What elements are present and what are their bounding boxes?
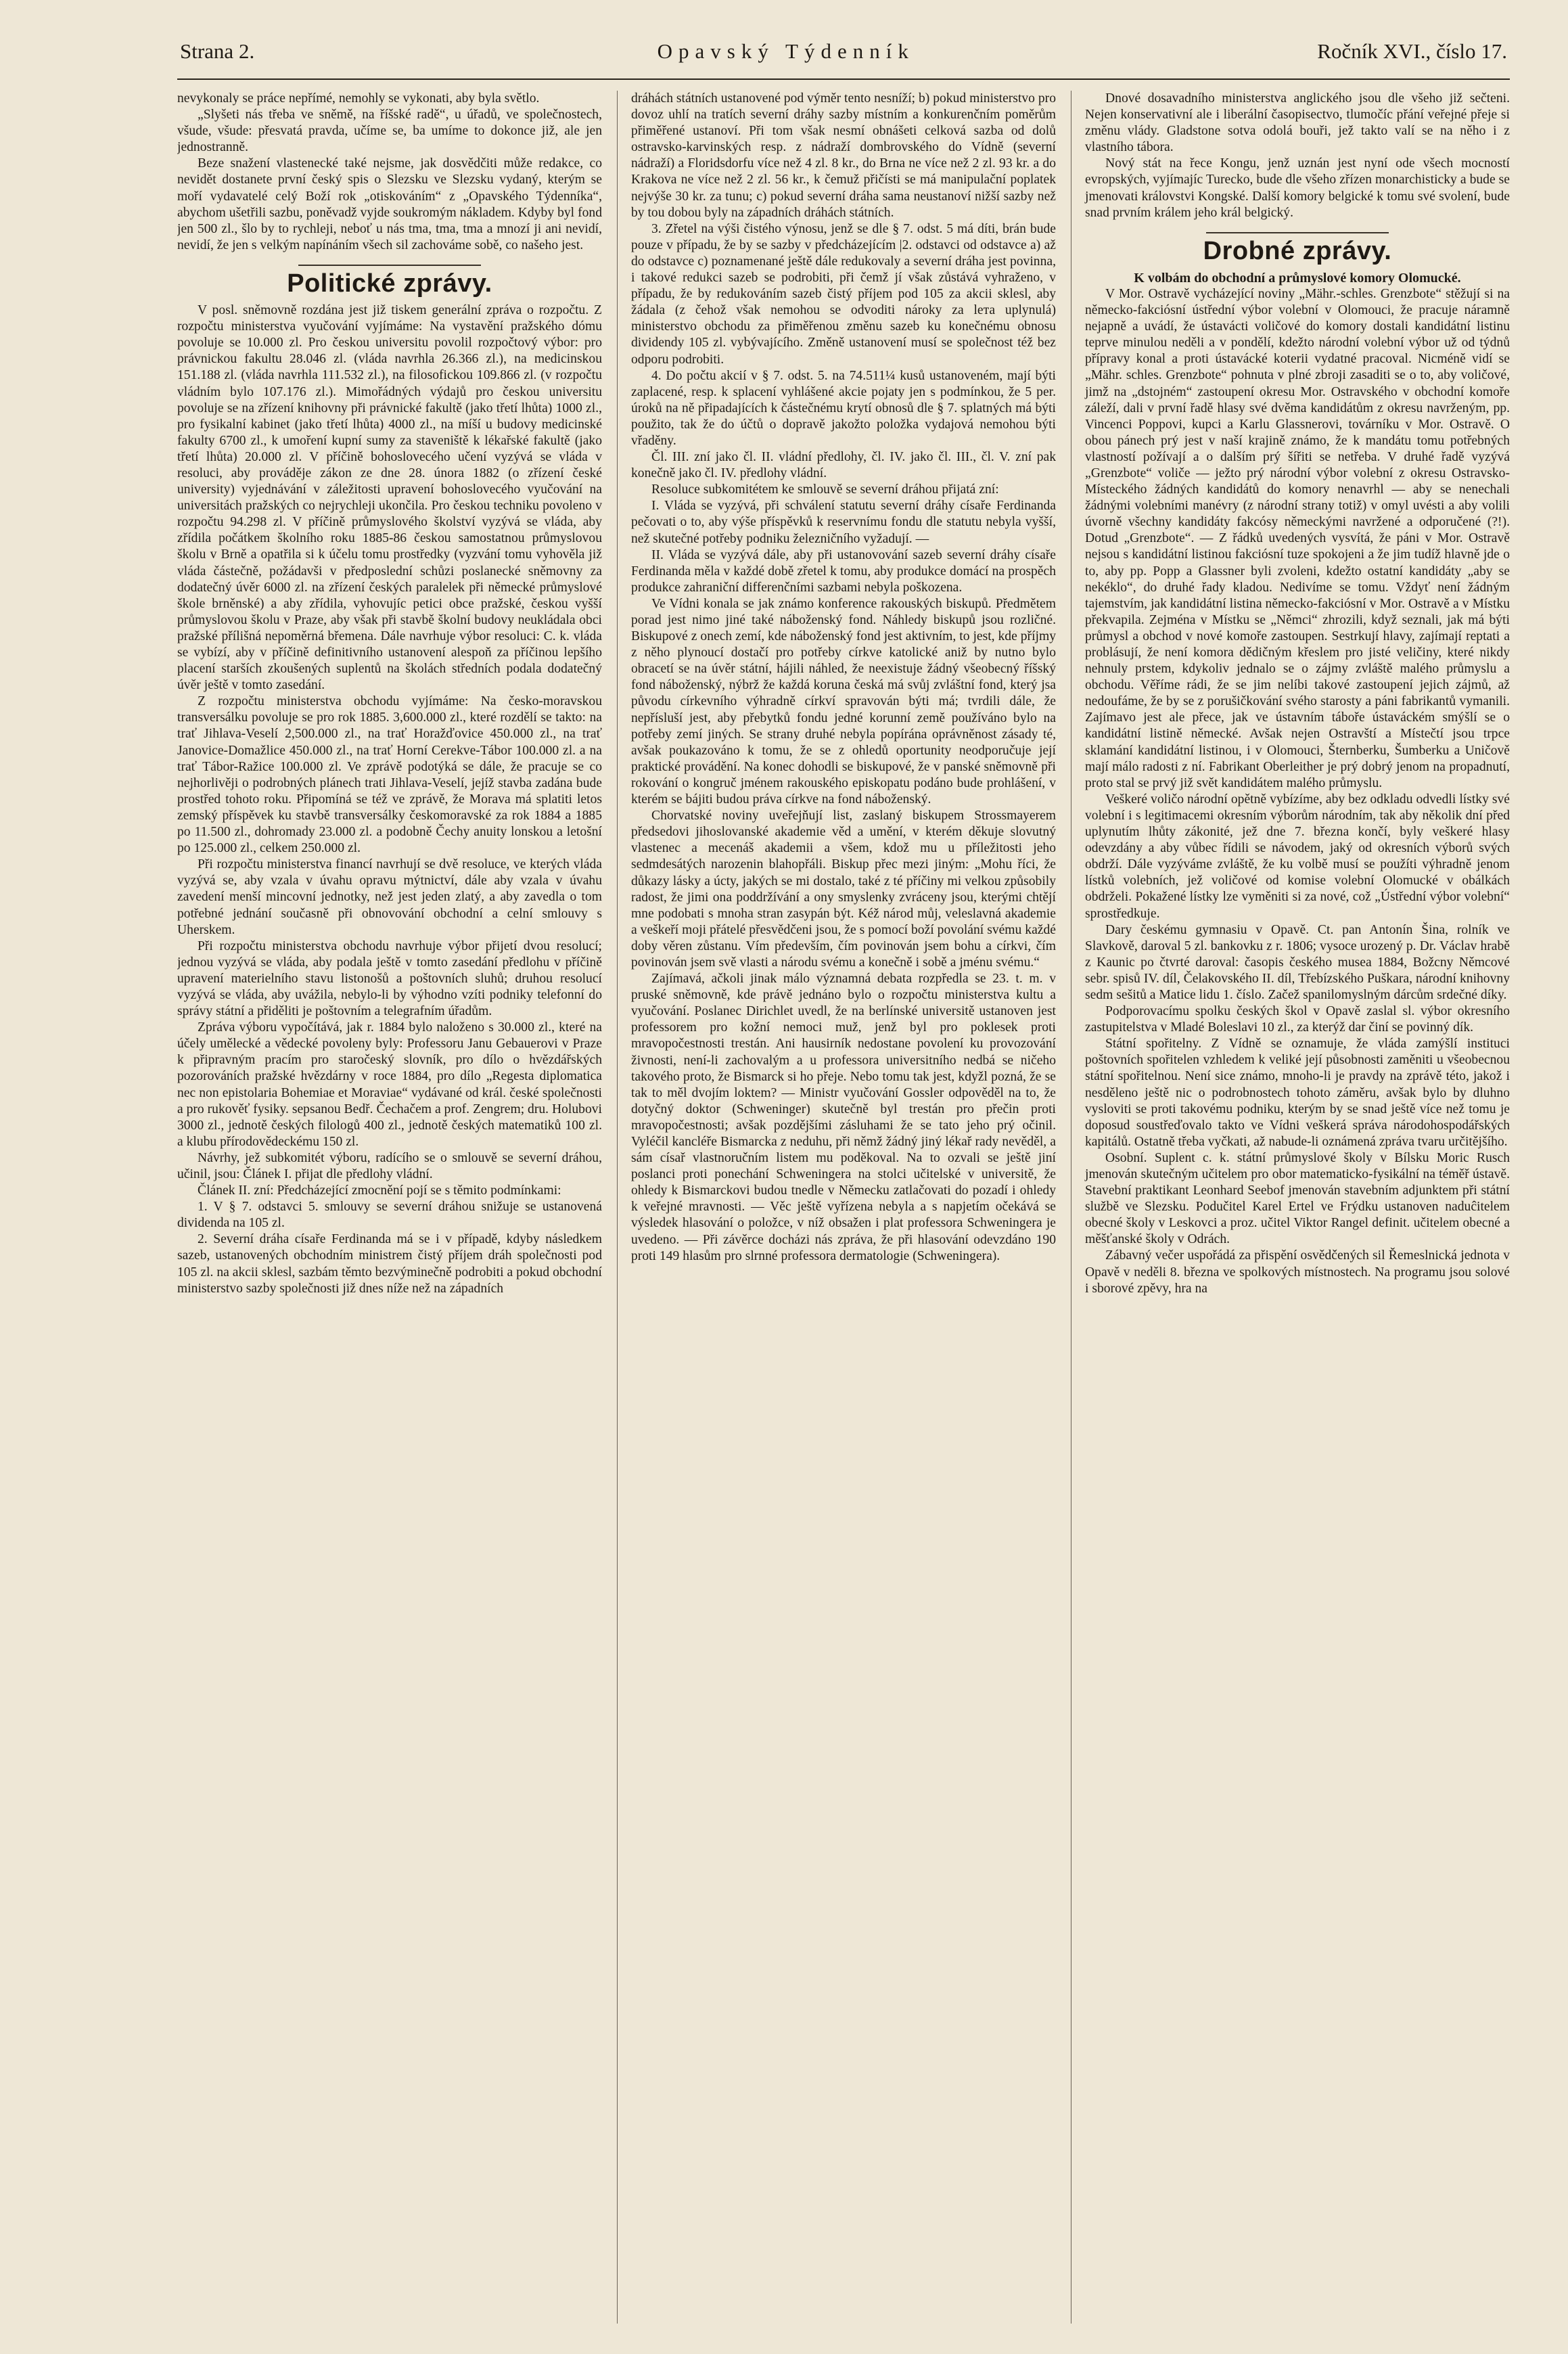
section-divider [298, 265, 481, 266]
article-paragraph: I. Vláda se vyzývá, při schválení statutu severní dráhy císaře Ferdinanda pečovati o to, aby výše příspěvků k reservnímu fondu dle statutu nebyla vyšší, než skutečné potřeby podniku železničního vyžadují. — [631, 499, 1056, 546]
article-paragraph: „Slyšeti nás třeba ve sněmě, na říšské radě“, u úřadů, ve společnostech, všude, všude: přesvatá pravda, učíme se, ba umíme to dokonce již, ale jen jednostranně. [177, 108, 602, 155]
masthead-title: Opavský Týdenník [657, 39, 915, 63]
article-paragraph: II. Vláda se vyzývá dále, aby při ustanovování sazeb severní dráhy císaře Ferdinanda měla v každé době zřetel k tomu, aby produkce domácí na prospěch produkce zahraniční differenčními sazbami nebyla poškozena. [631, 547, 1056, 595]
article-paragraph: Zpráva výboru vypočítává, jak r. 1884 bylo naloženo s 30.000 zl., které na účely umělecké a vědecké povoleny byly: Professoru Janu Gebauerovi v Praze k připravným pracím pro staročeský slovník, pro dílo o hvězdářských pozorováních pražské hvězdárny v roce 1884, pro dílo „Regesta diplomatica nec non epistolaria Bohemiae et Moraviae“ vydávané od král. české společnosti a pro rukověť fysiky. sepsanou Bedř. Čechačem a prof. Zengrem; dru. Holubovi 3000 zl., jednotě českých filologů 400 zl., jednotě českých matematiků 100 zl. a klubu přírodovědeckému 150 zl. [177, 1020, 602, 1149]
section-title-politics: Politické zprávy. [287, 269, 492, 298]
article-paragraph: 2. Severní dráha císaře Ferdinanda má se i v případě, kdyby následkem sazeb, ustanovených obchodním ministrem čistý příjem dráh společnosti pod 105 zl. na akcii sklesl, sazbám těmto bezvýminečně podrobiti a pokud obchodní ministerstvo sazby společnosti již dnes níže než na západních [177, 1232, 602, 1296]
article-paragraph: Zajímavá, ačkoli jinak málo významná debata rozpředla se 23. t. m. v pruské sněmovně, kde právě jednáno bylo o rozpočtu ministerstva kultu a vyučování. Poslanec Dirichlet uvedl, že na berlínské universitě ustanoven jest professorem pro kožní nemoci muž, jenž byl pro poklesek proti mravopočestnosti trestán. Ani hausirník nedostane povolení ku provozování živnosti, není-li zachovalým a u professora universitního nedbá se ničeho takového proto, že Bismarck si ho přeje. Nebo tomu tak jest, kdyžl pozná, že se tak to měl dvojím loktem? — Ministr vyučování Gossler odpověděl na to, že dotyčný doktor (Schweninger) skutečně byl trestán pro přečin proti mravopočestnosti; avšak pozdějšími zásluhami že se tato jeho prý očinil. Vyléčil kancléře Bismarcka z neduhu, při němž žádný jiný lékař rady nevěděl, a sám císař vlastnoručním listem mu poděkoval. Na to ozvali se ještě jiní poslanci proti ponechání Schweningera na stolci učitelské v universitě, že ohledy k Bismarckovi budou tnedle v Německu zatlačovati do pozadí i ohledy k veřejné mravnosti. — Věc ještě vyřízena nebyla a s napjetím očekává se výsledek hlasování o položce, v níž obsažen i plat professora Schweningera je uvedeno. — Při závěrce docházi nás zpráva, že při hlasování odevzdáno 190 proti 149 hlasům pro slrnné professora dermatologie (Schweningera). [631, 972, 1056, 1263]
article-paragraph: dráhách státních ustanovené pod výměr tento nesníží; b) pokud ministerstvo pro dovoz uhlí na tratích severní dráhy sazby místním a konkurenčním poměrům přiměřené ustanoví. Při tom však nesmí obnášeti celková sazba od dolů ostravsko-karvinských resp. z nádraží dombrovského do Vídně (severní nádraží) a Floridsdorfu více než 4 zl. 8 kr., do Brna ne více než 2 zl. 93 kr. a do Krakova ne více než 2 zl. 56 kr., k čemuž přičísti se má manipulační poplatek nejvýše 30 kr. za tunu; c) pokud severní dráha sama neustanoví nižší sazby než by tou dobou byly na západních dráhách státních. [631, 91, 1056, 220]
column-1 [177, 91, 602, 2324]
article-paragraph: Z rozpočtu ministerstva obchodu vyjímáme: Na česko-moravskou transversálku povoluje se pro rok 1885. 3,600.000 zl., které rozdělí se takto: na trať Jihlava-Veselí 2,500.000 zl., na trať Horažďovice 450.000 zl., na trať Janovice-Domažlice 450.000 zl., na trať Horní Cerekve-Tábor 100.000 zl. a na trať Tábor-Ražice 100.000 zl. Ve zprávě podotýká se dále, že pracuje se co nejhorlivěji o podrobných plánech trati Jihlava-Veselí, jejíž stavba zadána bude prostřed tohoto roku. Připomíná se též ve zprávě, že Morava má splatiti letos zemský příspěvek ku stavbě transversálky českomoravské za rok 1884 a 1885 po 11.500 zl., dohromady 23.000 zl. a podobně Čechy anuity lonskou a letošní po 125.000 zl., celkem 250.000 zl. [177, 694, 602, 856]
article-paragraph: 1. V § 7. odstavci 5. smlouvy se severní dráhou snižuje se ustanovená dividenda na 105 zl. [177, 1200, 602, 1231]
article-paragraph: Chorvatské noviny uveřejňují list, zaslaný biskupem Strossmayerem předsedovi jihoslovanské akademie věd a umění, v kterém děkuje slovutný vlastenec a mecenáš akademii a všem, kdož mu u příležitosti jeho sedmdesátých narozenin blahopřáli. Biskup přec mezi jiným: „Mohu říci, že důkazy lásky a úcty, jakých se mi dostalo, také z té příčiny mi velkou způsobily radost, že jimi ona poddržívání a ony smyslenky zvráceny jsou, kterými chtějí mne podobati s mnoha stran zasypán být. Kéž národ můj, veleslavná akademie a veškeří moji přátelé přesvědčeni jsou, že s pomocí boží povolání svému každé doby věren zůstanu. Vím především, čím povinován jsem bohu a církvi, čím povinován jsem svě vlasti a národu svému a konečně i sobě a jménu svému.“ [631, 809, 1056, 970]
page-header [177, 39, 1510, 80]
page-number: Strana 2. [180, 39, 255, 63]
article-paragraph: Veškeré voličo národní opětně vybízíme, aby bez odkladu odvedli lístky své volební i s legitimacemi okresním výborům národním, tak aby několik dní před uplynutím lhůty zákonité, jež dne 7. března končí, byly veškeré hlasy odevzdány a aby vůbec řídili se návodem, jaký od okresních výborů svých obdrží. Dále vyzýváme zvláště, že ku volbě musí se použíti výhradně jenom lístků volebních, jež voličové od komise volební Olomucké v obálkách obdrželi. Pokažené lístky lze vyměniti si za nové, což „Ústřední výbor volební“ sprostředkuje. [1085, 792, 1510, 921]
article-paragraph: Ve Vídni konala se jak známo konference rakouských biskupů. Předmětem porad jest nimo jiné také náboženský fond. Náhledy biskupů jsou rozličné. Biskupové z onech zemí, kde náboženský fond jest aktivním, to jest, kde příjmy z něho plynoucí dostačí pro potřeby církve katolické aniž by nutno bylo obracetí se na úvěr státní, hájili náhled, že neexistuje žádný všeobecný říšský fond náboženský, nýbrž že každá koruna česká má svůj zvláštní fond, který jsa původu církevního výhradně církví spravován býti má; tvrdili dále, že nepřísluší jest, aby přebytků fondu jedné korunní země používáno bylo na potřeby zemí jiných. Se strany druhé nebyla popírána oprávněnost zásady té, avšak poukazováno k tomu, že se z ohledů oportunity neodporučuje její praktické provádění. Na konec dohodli se biskupové, že v panské sněmovně při rokování o kongruč jménem rakouského episkopatu podáno bude prohlášení, v kterém se bájiti budou práva církve na fond náboženský. [631, 596, 1056, 807]
article-paragraph: Beze snažení vlastenecké také nejsme, jak dosvědčiti může redakce, co nevidět dostanete první český spis o Slezsku ve Slezsku vydaný, kterým se moří vydavatelé celý Boží rok „otiskováním“ z „Opavského Týdenníka“, abychom ušetřili sazbu, poněvadž vyjde soukromým nákladem. Kdyby byl fond jen 500 zl., šlo by to rychleji, neboť u nás tma, tma, tma a mnozí ji ani nevidí, nevidí, že jen s velkým napínáním všech sil zachováme sobě, co našeho jest. [177, 156, 602, 252]
section-title-short-news: Drobné zprávy. [1203, 236, 1392, 265]
article-paragraph: Resoluce subkomitétem ke smlouvě se severní dráhou přijatá zní: [651, 482, 999, 497]
article-paragraph: V Mor. Ostravě vycházející noviny „Mähr.-schles. Grenzbote“ stěžují si na německo-fakciósní ústřední výbor volební v Olomouci, že pracuje náramně nejapně a uvádí, že ústavácti voličové do komory dostali kandidátní listinu teprve minulou neděli a v pondělí, kdežto národní volební výbor už od týdnů přípravy konal a proti ústavácké koterii vydatné pracoval. Nicméně vidí se „Mähr. schles. Grenzbote“ pohnuta v plné zbroji zasaditi se o to, aby voličové, jimž na „dstojném“ zastoupení okresu Mor. Ostravského v obchodní komoře záleží, dali v první řadě hlasy své dvěma kandidátům z okresu navrženým, pp. Vincenci Poppovi, kupci a Karlu Glassnerovi, továrníku v Mor. Ostravě. O obou pánech prý jest v naší krajině známo, že k mandátu tomu potřebných vlastností požívají a o dalším prý šířiti se netřeba. V druhé řadě vyzývá „Grenzbote“ voliče — ježto prý národní výbor volební z okresu Ostravsko-Místeckého žádných kandidátů do komory nenavrhl — aby se nenechali žádnými volebními manévry (z národní strany totiž) v omyl uvésti a aby volili úvorně všechny kandidáty fakcósy německými navržené a odporučené (?!). Dotud „Grenzbote“. — Z řádků uvedených vysvítá, že páni v Mor. Ostravě nejsou s kandidátní listinou fakciósní tuze spokojeni a že jim tudíž hlavně jde o to, aby pp. Popp a Glassner byli zvoleni, kdežto ostatní kandidáty „aby se nekéklo“, do druhé řady kladou. Nedivíme se tomu. Vždyť není žádným tajemstvím, jak kandidátní listina německo-fakciósní v Mor. Ostravě a v Místku překvapila. Zejména v Místku se „Němci“ zhrozili, když seznali, jak má býti průmysl a obchod v nové komoře zastoupen. Sestrkují hlavy, zajímají reptati a problásují, že není komora dědičným křeslem pro jisté veličiny, které nikdy nehnuly prstem, kdykoliv jednalo se o zájmy zvláště malého průmyslu a obchodu. Věříme rádi, že se jim nelíbi takové zastoupení jejich zájmů, až nedoufáme, že by se z porušičkování svého starosty a páni fabrikantů vymanili. Zajímavo jest ale přece, jak ve ústavním táboře ústaváckém smýšlí se o kandidátní listině německé. Avšak nejen Ostravští a Místečtí jsou trpce sklamání kandidátní listinou, i v Olomouci, Šternberku, Šumberku a Uničově mají málo radosti z ní. Fabrikant Oberleither je prý dobrý jenom na propadnutí, proto stal se prvý již svět kandidátem malého průmyslu. [1085, 286, 1510, 790]
article-paragraph: Článek II. zní: Předcházející zmocnění pojí se s těmito podmínkami: [198, 1183, 561, 1198]
article-paragraph: 3. Zřetel na výši čistého výnosu, jenž se dle § 7. odst. 5 má díti, brán bude pouze v případu, že by se sazby v předcházejícím |2. odstavci od odstavce a) až do odstavce c) poznamenané ještě dále redukovaly a severní dráha jest povinna, i takové redukci sazeb se podrobiti, při čemž jí však zůstává vyhraženo, v případu, že by redukováním sazeb čistý příjem pod 105 za akcii sklesl, aby žádala (z čehož však nemohou se odvoditi nároky za lета uplynulá) ministerstvo obchodu za přiměřenou změnu sazeb ku konečnému obnosu dividendy 105 zl. vybývajícího. Změně ustanovení musí se společnost též bez odporu podrobiti. [631, 221, 1056, 367]
article-paragraph: Návrhy, jež subkomitét výboru, radícího se o smlouvě se severní dráhou, učinil, jsou: Článek I. přijat dle předlohy vládní. [177, 1150, 602, 1181]
article-paragraph: Při rozpočtu ministerstva obchodu navrhuje výbor přijetí dvou resolucí; jednou vyzývá se vláda, aby podala ještě v tomto zasedání předlohu v příčině upravení materielního stavu listonošů a poštovních sluhů; druhou resolucí vyzývá se vláda, aby uvážila, nebylo-li by výhodno vzíti podniky telefonní do správy státní a přiděliti je poštovním a telegrafním úřadům. [177, 938, 602, 1019]
section-divider [1206, 232, 1389, 233]
article-paragraph: Dary českému gymnasiu v Opavě. Ct. pan Antonín Šina, rolník ve Slavkově, daroval 5 zl. bankovku z r. 1806; vysoce urozený p. Dr. Václav hrabě z Kaunic po čtvrté daroval: časopis českého musea 1884, Božcny Němcové sebr. spisů IV. díl, Čelakovského II. díl, Třebízského Puškara, národní knihovny sedm sešitů a Matice lidu 1. číslo. Začež spanilomyslným dárcům srdečné díky. [1085, 922, 1510, 1002]
article-paragraph: Čl. III. zní jako čl. II. vládní předlohy, čl. IV. jako čl. III., čl. V. zní pak konečně jako čl. IV. předlohy vládní. [631, 450, 1056, 481]
article-paragraph: Dnové dosavadního ministerstva anglického jsou dle všeho již sečteni. Nejen konservativní ale i liberální časopisectvo, tlumočíc přání veřejné přeje si změnu vlády. Gladstone sotva odolá bouři, jež takto valí se na něho i z vlastního tábora. [1085, 91, 1510, 155]
column-3 [1071, 91, 1510, 2324]
issue-info: Ročník XVI., číslo 17. [1317, 39, 1507, 63]
article-paragraph: Zábavný večer uspořádá za přispění osvědčených sil Řemeslnická jednota v Opavě v neděli 8. března ve spolkových místnostech. Na programu jsou solové i sborové zpěvy, hra na [1085, 1248, 1510, 1296]
column-2 [617, 91, 1056, 2324]
article-paragraph: nevykonaly se práce nepřímé, nemohly se vykonati, aby byla světlo. [177, 91, 540, 106]
columns [177, 91, 1510, 2324]
article-paragraph: V posl. sněmovně rozdána jest již tiskem generální zpráva o rozpočtu. Z rozpočtu ministerstva vyučování vyjímáme: Na vystavění pražského dómu povoluje se 10.000 zl. Pro českou universitu povolil rozpočtový výbor: pro právnickou fakultu 28.046 zl. (vláda navrhla 26.366 zl.), na medicinskou 151.188 zl. (vláda navrhla 111.532 zl.), na filosofickou 109.866 zl. (v rozpočtu vládním bylo 107.176 zl.). Mimořádných výdajů pro českou universitu povoluje se na zřízení knihovny při právnické fakultě (jako třetí lhůta) 1000 zl., pro fysikalní kabinet (jako třetí lhůta) 4000 zl., na míší u budovy medicinské fakulty 6700 zl., k umoření kupní sumy za staveniště k lékařské fakultě (jako třetí lhůta) 20.000 zl. V příčině bohoslovecého učení vyzývá se vláda v resoluci, aby prováděje zákon ze dne 28. února 1882 (o zřízení české university) vyjednávání v záležitosti upravení bohoslovecého vyučování na universitách pražských co nejrychleji ukončila. Pro českou techniku povoleno v rozpočtu 94.298 zl. V příčině průmyslového školství vyzývá se vláda, aby zřídila počátkem školního roku 1885-86 českou samostatnou průmyslovou školu v Brně a opatřila si k účelu tomu prostředky (vyzvání tomu vyhověla již vláda částečně, požádavši v předposlední schůzi poslanecké sněmovny za dodatečný úvěr 6000 zl. na zřízení českých paralelek při německé průmyslové škole brněnské) a aby zřídila, vyhovujíc petici obce pražské, českou vyšší průmyslovou školu v Praze, aby však při stavbě školní budovy neukládala obci pražské přílišná nepoměrná břemena. Dále navrhuje výbor resoluci: C. k. vláda se vybízí, aby v příčině definitivního ustanovení alespoň za příčinou lepšího placení starších zkoušených suplentů na školách středních podala dodatečný úvěr ještě v tomto zasedání. [177, 303, 602, 693]
article-paragraph: Státní spořitelny. Z Vídně se oznamuje, že vláda zamýšlí instituci poštovních spořitelen vzhledem k veliké její působnosti zaměniti u všeobecnou státní spořitelnou. Není sice známo, mnoho-li je pravdy na zprávě této, jakož i nesdělenо ještě nic o podrobnostech tohoto záměru, avšak bylo by dluhno vysloviti se proti takovému podniku, kterým by se snad ještě více než tomu je doposud soustřeďovalo takto ve Vídni veškerá správa národohospodářských kapitálů. Ostatně třeba vyčkati, až nabude-li oznámená zpráva tvaru určitějšího. [1085, 1037, 1510, 1149]
article-paragraph: Osobní. Suplent c. k. státní průmyslové školy v Bílsku Moric Rusch jmenován skutečným učitelem pro obor matematicko-fysikální na téměř ústavě. Stavební praktikant Leonhard Seebof jmenován stavebním adjunktem při státní službě ve Slezsku. Podučitel Karel Ertel ve Frýdku ustanoven naduĉitelem obecné školy v Leskovci a proz. učitel Viktor Rangel definit. učitelem obecné a měšťanské školy v Odrách. [1085, 1150, 1510, 1247]
article-subtitle: K volbám do obchodní a průmyslové komory Olomucké. [1134, 270, 1461, 286]
article-paragraph: Při rozpočtu ministerstva financí navrhují se dvě resoluce, ve kterých vláda vyzývá se, aby vzala v úvahu opravu mýtnictví, dále aby vzala v úvahu zavedení menší mincovní jednotky, než jest jeden zlatý, a aby zavedla o tom potřebné jednání současně při obnovování obchodní a celní smlouvy s Uherskem. [177, 857, 602, 937]
article-paragraph: 4. Do počtu akcií v § 7. odst. 5. na 74.511¼ kusů ustanoveném, mají býti zaplacené, resp. k splacení vyhlášené akcie pojaty jen s podmínkou, že 5 per. úroků na ně připadajících k částečnému krytí obnosů dle § 7. splatných má býti použito, tak že do účtů o dopravě jakožto položka vydajová nemohou býti vřaděny. [631, 368, 1056, 448]
article-paragraph: Nový stát na řece Kongu, jenž uznán jest nyní ode všech mocností evropských, vyjímajíc Turecko, bude dle všeho zřízen monarchisticky a bude se jmenovati královstvi Kongské. Další komory belgické k tomu své svolení, bude snad prvním králem jeho král belgický. [1085, 156, 1510, 220]
article-paragraph: Podporovacímu spolku českých škol v Opavě zaslal sl. výbor okresního zastupitelstva v Mladé Boleslavi 10 zl., za kterýž dar činí se povinný dík. [1085, 1004, 1510, 1035]
